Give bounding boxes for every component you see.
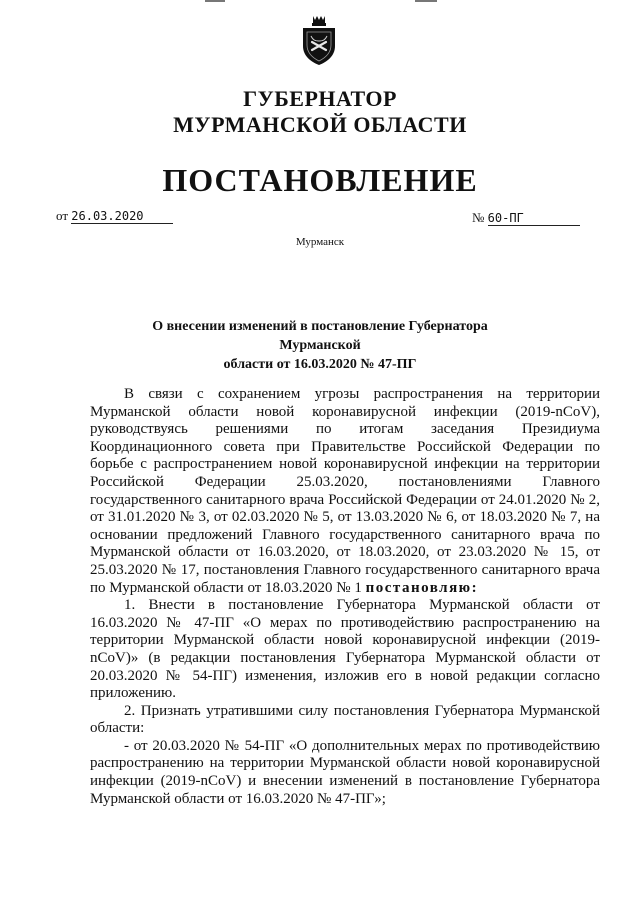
date-prefix: от	[56, 208, 69, 223]
document-body	[90, 386, 600, 808]
item-2-sub-1-paragraph: - от 20.03.2020 № 54-ПГ «О дополнительных мерах по противодействию распространению на территории Мурманской области новой коронавирусной инфекции (2019-nCoV) и внесении изменений в постановление Губернатора Мурманской области от 16.03.2020 № 47-ПГ»;	[90, 737, 600, 807]
subject-line-1: О внесении изменений в постановление Губернатора Мурманской	[152, 319, 488, 353]
authority-line-2: МУРМАНСКОЙ ОБЛАСТИ	[173, 112, 467, 137]
number-prefix: №	[472, 210, 485, 225]
subject-line-2: области от 16.03.2020 № 47-ПГ	[223, 357, 417, 372]
authority-title	[0, 86, 640, 138]
decree-word: постановляю:	[365, 579, 479, 596]
date-value: 26.03.2020	[71, 209, 173, 224]
preamble-text: В связи с сохранением угрозы распространения на территории Мурманской области новой коронавирусной инфекции (2019-nCoV), руководствуясь решениями по итогам заседания Президиума Координационного совета при Правительстве Российской Федерации по борьбе с распространением новой коронавирусной инфекции на территории Российской Федерации 25.03.2020, постановлениями Главного государственного санитарного врача Российской Федерации от 24.01.2020 № 2, от 31.01.2020 № 3, от 02.03.2020 № 5, от 13.03.2020 № 6, от 18.03.2020 № 7, на основании предложений Главного государственного санитарного врача по Мурманской области от 16.03.2020, от 18.03.2020, от 23.03.2020 № 15, от 25.03.2020 № 17, постановления Главного государственного санитарного врача по Мурманской области от 18.03.2020 № 1	[90, 386, 600, 596]
document-type-heading: ПОСТАНОВЛЕНИЕ	[162, 162, 478, 198]
top-edge-mark-left	[205, 0, 225, 2]
number-line	[472, 210, 580, 226]
city-name: Мурманск	[295, 236, 345, 248]
date-line	[56, 208, 173, 224]
document-subject	[120, 317, 520, 374]
preamble-paragraph	[90, 386, 600, 597]
top-edge-mark-right	[415, 0, 437, 2]
item-1-paragraph: 1. Внести в постановление Губернатора Мурманской области от 16.03.2020 № 47-ПГ «О мерах по противодействию распространению на территории Мурманской области новой коронавирусной инфекции (2019-nCoV)» (в редакции постановления Губернатора Мурманской области от 20.03.2020 № 54-ПГ) изменения, изложив его в новой редакции согласно приложению.	[90, 597, 600, 702]
number-value: 60-ПГ	[488, 211, 580, 226]
authority-line-1: ГУБЕРНАТОР	[243, 86, 397, 111]
coat-of-arms-icon	[298, 14, 340, 66]
item-2-paragraph: 2. Признать утратившими силу постановления Губернатора Мурманской области:	[90, 702, 600, 737]
